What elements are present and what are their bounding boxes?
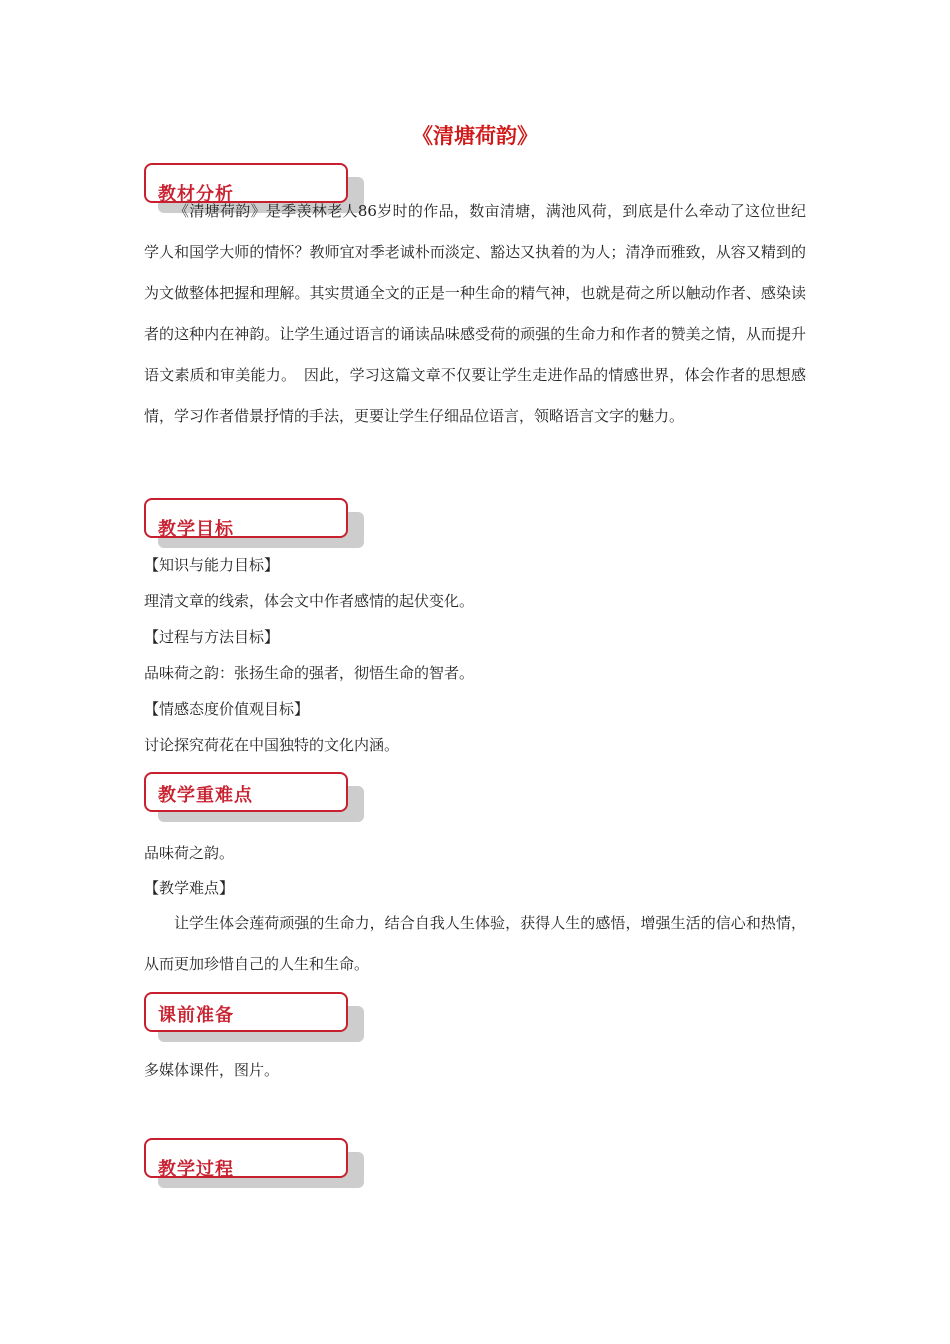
analysis-paragraph: 《清塘荷韵》是季羡林老人86岁时的作品，数亩清塘，满池风荷，到底是什么牵动了这位世纪学人和国学大师的情怀？教师宜对季老诚朴而淡定、豁达又执着的为人；清净而雅致，从容又精到的为文做整体把握和理解。其实贯通全文的正是一种生命的精气神，也就是荷之所以触动作者、感染读者的这种内在神韵。让学生通过语言的诵读品味感受荷的顽强的生命力和作者的赞美之情，从而提升语文素质和审美能力。 因此，学习这篇文章不仅要让学生走进作品的情感世界，体会作者的思想感情，学习作者借景抒情的手法，更要让学生仔细品位语言，领略语言文字的魅力。 <box>144 202 806 425</box>
knowledge-text: 理清文章的线索，体会文中作者感情的起伏变化。 <box>144 592 475 610</box>
knowledge-label: 【知识与能力目标】 <box>144 556 280 574</box>
heading-label: 课前准备 <box>158 1005 234 1026</box>
section-heading-objectives <box>144 498 366 548</box>
heading-label: 教学目标 <box>158 519 234 540</box>
process-text: 品味荷之韵：张扬生命的强者，彻悟生命的智者。 <box>144 664 475 682</box>
heading-label: 教学过程 <box>158 1159 234 1180</box>
difficulty-paragraph: 让学生体会莲荷顽强的生命力，结合自我人生体验，获得人生的感悟，增强生活的信心和热情，从而更加珍惜自己的人生和生命。 <box>144 914 806 973</box>
key-point-text: 品味荷之韵。 <box>144 844 235 862</box>
emotion-label: 【情感态度价值观目标】 <box>144 700 310 718</box>
emotion-text: 讨论探究荷花在中国独特的文化内涵。 <box>144 736 400 754</box>
section-heading-preparation <box>144 992 366 1042</box>
section-heading-key-points <box>144 772 366 822</box>
preparation-text: 多媒体课件，图片。 <box>144 1061 280 1079</box>
difficulty-label: 【教学难点】 <box>144 879 235 897</box>
process-label: 【过程与方法目标】 <box>144 628 280 646</box>
section-heading-process <box>144 1138 366 1188</box>
heading-label: 教学重难点 <box>158 785 253 806</box>
heading-label: 教材分析 <box>158 184 234 205</box>
document-title: 《清塘荷韵》 <box>412 124 538 148</box>
